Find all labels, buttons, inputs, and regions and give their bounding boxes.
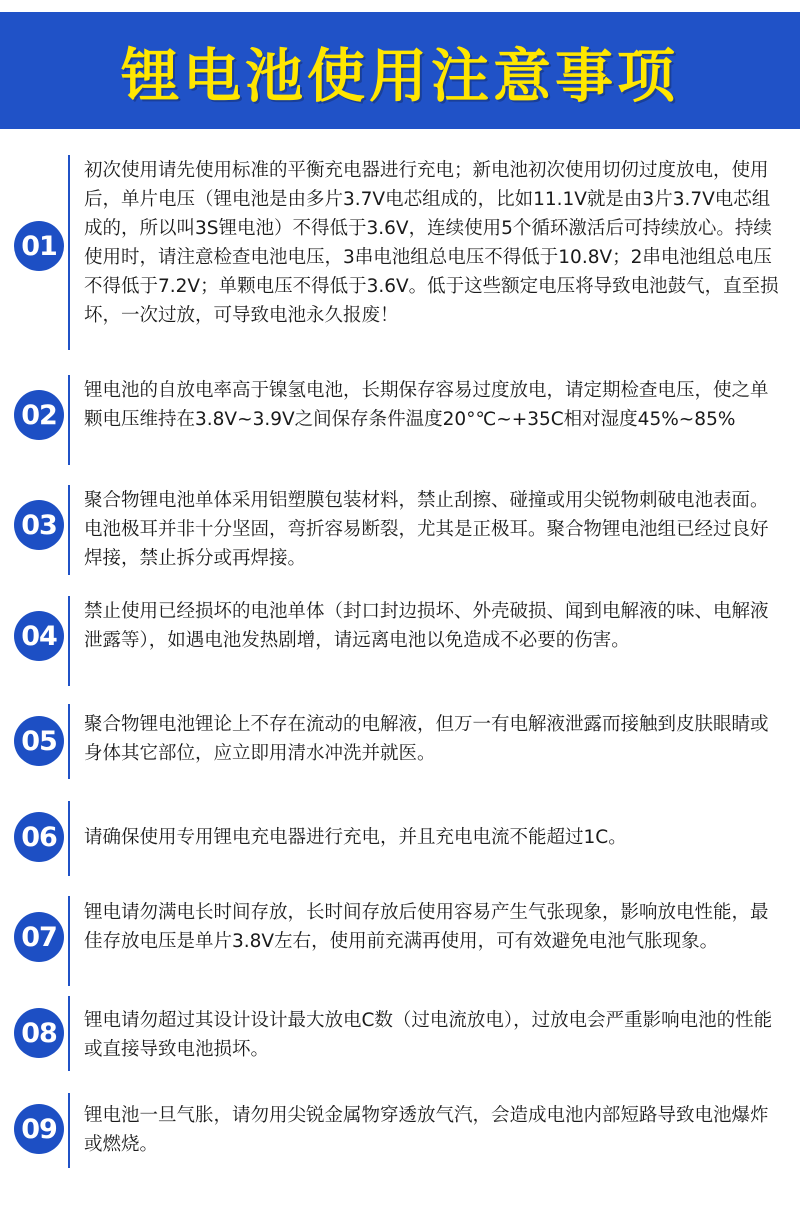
item-text: 聚合物锂电池单体采用铝塑膜包装材料，禁止刮擦、碰撞或用尖锐物刺破电池表面。电池极耳并非十分坚固，弯折容易断裂，尤其是正极耳。聚合物锂电池组已经过良好焊接，禁止拆分或再焊接。 bbox=[84, 490, 769, 569]
item-divider-line bbox=[68, 375, 70, 465]
item-text: 初次使用请先使用标准的平衡充电器进行充电；新电池初次使用切仞过度放电，使用后，单片电压（锂电池是由多片3.7V电芯组成的，比如11.1V就是由3片3.7V电芯组成的，所以叫3S锂电池）不得低于3.6V，连续使用5个循环激活后可持续放心。持续使用时，请注意检查电池电压，3串电池组总电压不得低于10.8V；2串电池组总电压不得低于7.2V；单颗电压不得低于3.6V。低于这些额定电压将导致电池鼓气，直至损坏，一次过放，可导致电池永久报废！ bbox=[84, 160, 779, 326]
item-divider-line bbox=[68, 1093, 70, 1168]
item-divider-line bbox=[68, 996, 70, 1071]
item-number-badge: 03 bbox=[14, 500, 64, 550]
item-text: 请确保使用专用锂电充电器进行充电，并且充电电流不能超过1C。 bbox=[84, 827, 627, 848]
item-text: 聚合物锂电池锂论上不存在流动的电解液，但万一有电解液泄露而接触到皮肤眼睛或身体其它部位，应立即用清水冲洗并就医。 bbox=[84, 714, 769, 764]
item-number-badge: 06 bbox=[14, 812, 64, 862]
item-divider-line bbox=[68, 485, 70, 575]
item-text: 禁止使用已经损坏的电池单体（封口封边损坏、外壳破损、闻到电解液的味、电解液泄露等），如遇电池发热剧增，请远离电池以免造成不必要的伤害。 bbox=[84, 601, 769, 651]
item-text: 锂电请勿满电长时间存放，长时间存放后使用容易产生气张现象，影响放电性能，最佳存放电压是单片3.8V左右，使用前充满再使用，可有效避免电池气胀现象。 bbox=[84, 902, 769, 952]
item-number-badge: 08 bbox=[14, 1008, 64, 1058]
item-number-badge: 02 bbox=[14, 390, 64, 440]
item-divider-line bbox=[68, 896, 70, 986]
item-number-badge: 07 bbox=[14, 912, 64, 962]
item-divider-line bbox=[68, 704, 70, 779]
item-number-badge: 05 bbox=[14, 716, 64, 766]
item-divider-line bbox=[68, 596, 70, 686]
item-text: 锂电请勿超过其设计设计最大放电C数（过电流放电），过放电会严重影响电池的性能或直接导致电池损坏。 bbox=[84, 1010, 773, 1060]
item-number-badge: 01 bbox=[14, 221, 64, 271]
page-title: 锂电池使用注意事项 bbox=[120, 41, 679, 110]
item-text: 锂电池的自放电率高于镍氢电池，长期保存容易过度放电，请定期检查电压，使之单颗电压维持在3.8V~3.9V之间保存条件温度20°℃~+35C相对湿度45%~85% bbox=[84, 380, 769, 430]
title-banner bbox=[0, 12, 800, 129]
item-number-badge: 04 bbox=[14, 611, 64, 661]
item-divider-line bbox=[68, 155, 70, 350]
item-number-badge: 09 bbox=[14, 1104, 64, 1154]
item-text: 锂电池一旦气胀，请勿用尖锐金属物穿透放气汽，会造成电池内部短路导致电池爆炸或燃烧。 bbox=[84, 1105, 769, 1155]
item-divider-line bbox=[68, 801, 70, 876]
